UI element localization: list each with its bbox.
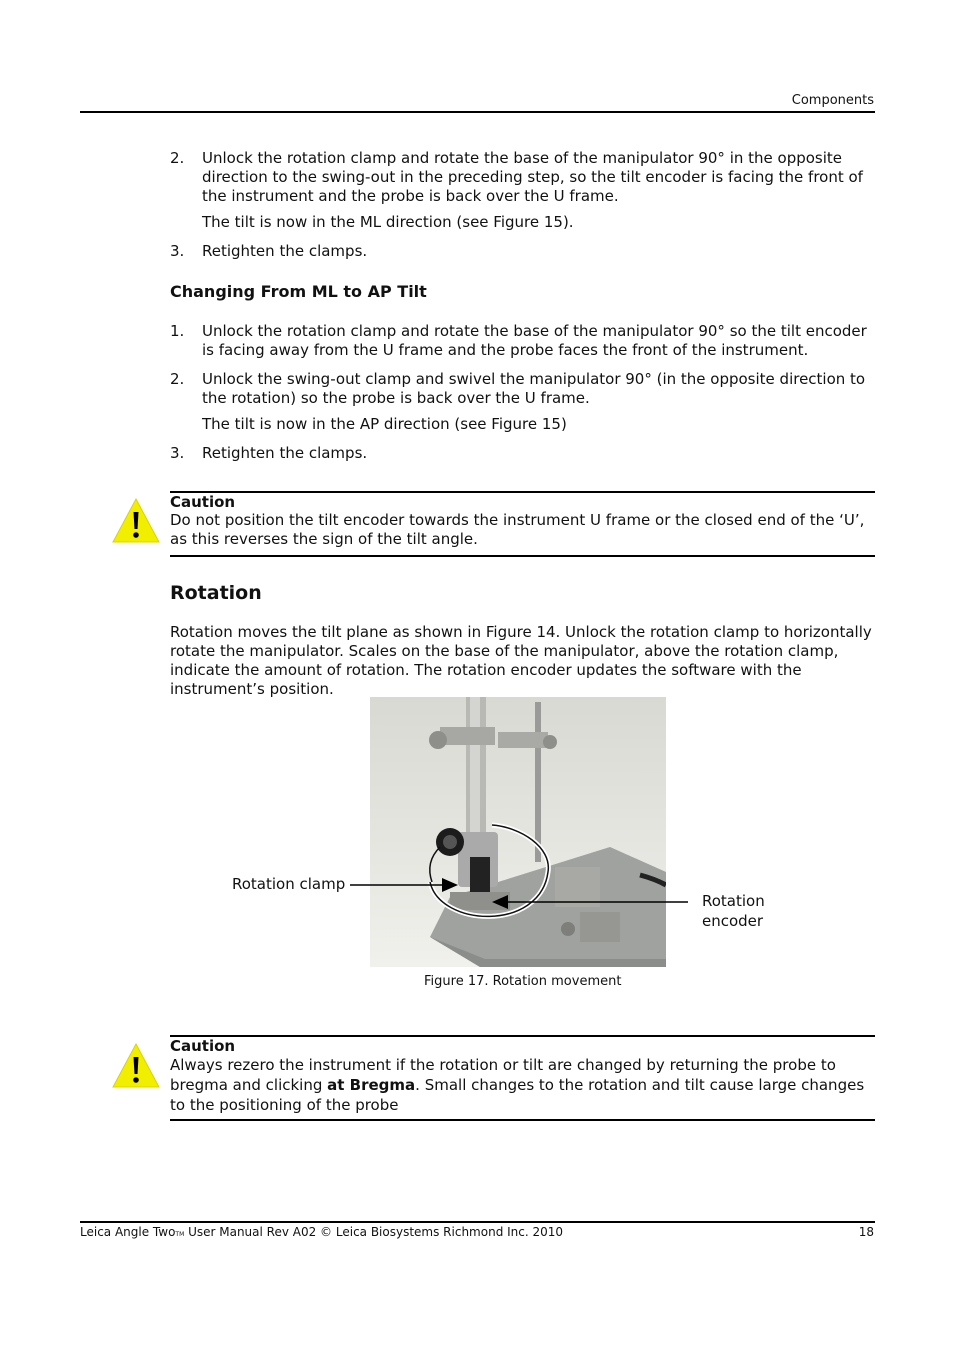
section-paragraph: Rotation moves the tilt plane as shown in Figure 14. Unlock the rotation clamp to horizontally rotate the manipulator. Scales on the base of the manipulator, above the rotation clamp, indicate the amount of rotation. The rotation encoder updates the software with the instrument’s position. — [170, 623, 872, 698]
footer-trademark: TM — [175, 1231, 185, 1238]
section-heading: Changing From ML to AP Tilt — [170, 282, 427, 301]
caution-bottom-rule — [170, 1119, 875, 1121]
callout-arrow-left — [350, 870, 460, 910]
caution-label: Caution — [170, 493, 236, 511]
footer-copyright: User Manual Rev A02 © Leica Biosystems Richmond Inc. 2010 — [184, 1225, 564, 1239]
callout-arrow-right — [490, 892, 690, 912]
header-rule — [80, 111, 875, 113]
running-header: Components — [791, 93, 874, 108]
figure-caption: Figure 17. Rotation movement — [424, 974, 622, 989]
footer-text — [80, 1225, 563, 1239]
step-text: Unlock the rotation clamp and rotate the base of the manipulator 90° so the tilt encoder is facing away from the U frame and the probe faces the front of the instrument. — [202, 322, 867, 359]
section-heading: Rotation — [170, 582, 262, 604]
step-note: The tilt is now in the AP direction (see Figure 15) — [202, 415, 567, 433]
page-number: 18 — [858, 1225, 874, 1239]
step-text: Unlock the swing-out clamp and swivel the manipulator 90° (in the opposite direction to the rotation) so the probe is back over the U frame. — [202, 370, 866, 407]
caution-text-part: . Small changes to the rotation and tilt cause large changes to the positioning of the probe — [170, 1076, 865, 1114]
step-number: 3. — [170, 242, 185, 260]
step-text: Unlock the rotation clamp and rotate the base of the manipulator 90° in the opposite direction to the swing-out in the preceding step, so the tilt encoder is facing the front of the instrument and the probe is back over the U frame. — [202, 149, 863, 205]
step-text: Retighten the clamps. — [202, 444, 368, 462]
figure-photo — [370, 697, 666, 967]
caution-top-rule — [170, 1035, 875, 1037]
caution-text — [170, 1055, 875, 1115]
warning-icon — [111, 1041, 161, 1089]
footer-product: Leica Angle Two — [80, 1225, 176, 1239]
step-number: 2. — [170, 370, 185, 388]
caution-text: Do not position the tilt encoder towards the instrument U frame or the closed end of the ‘U’, as this reverses the sign of the tilt angle. — [170, 511, 865, 548]
callout-rotation-clamp: Rotation clamp — [232, 875, 346, 893]
callout-rotation-encoder-line2: encoder — [702, 912, 764, 930]
warning-icon — [111, 496, 161, 544]
caution-label: Caution — [170, 1037, 236, 1055]
footer-rule — [80, 1221, 875, 1223]
step-text: Retighten the clamps. — [202, 242, 368, 260]
step-note: The tilt is now in the ML direction (see Figure 15). — [202, 213, 574, 231]
step-number: 1. — [170, 322, 185, 340]
step-number: 2. — [170, 149, 185, 167]
caution-bold-text: at Bregma — [327, 1076, 416, 1094]
caution-top-rule — [170, 491, 875, 493]
step-number: 3. — [170, 444, 185, 462]
caution-text-part: Always rezero the instrument if the rotation or tilt are changed by returning the probe to bregma and clicking — [170, 1056, 836, 1094]
callout-rotation-encoder-line1: Rotation — [702, 892, 765, 910]
caution-bottom-rule — [170, 555, 875, 557]
